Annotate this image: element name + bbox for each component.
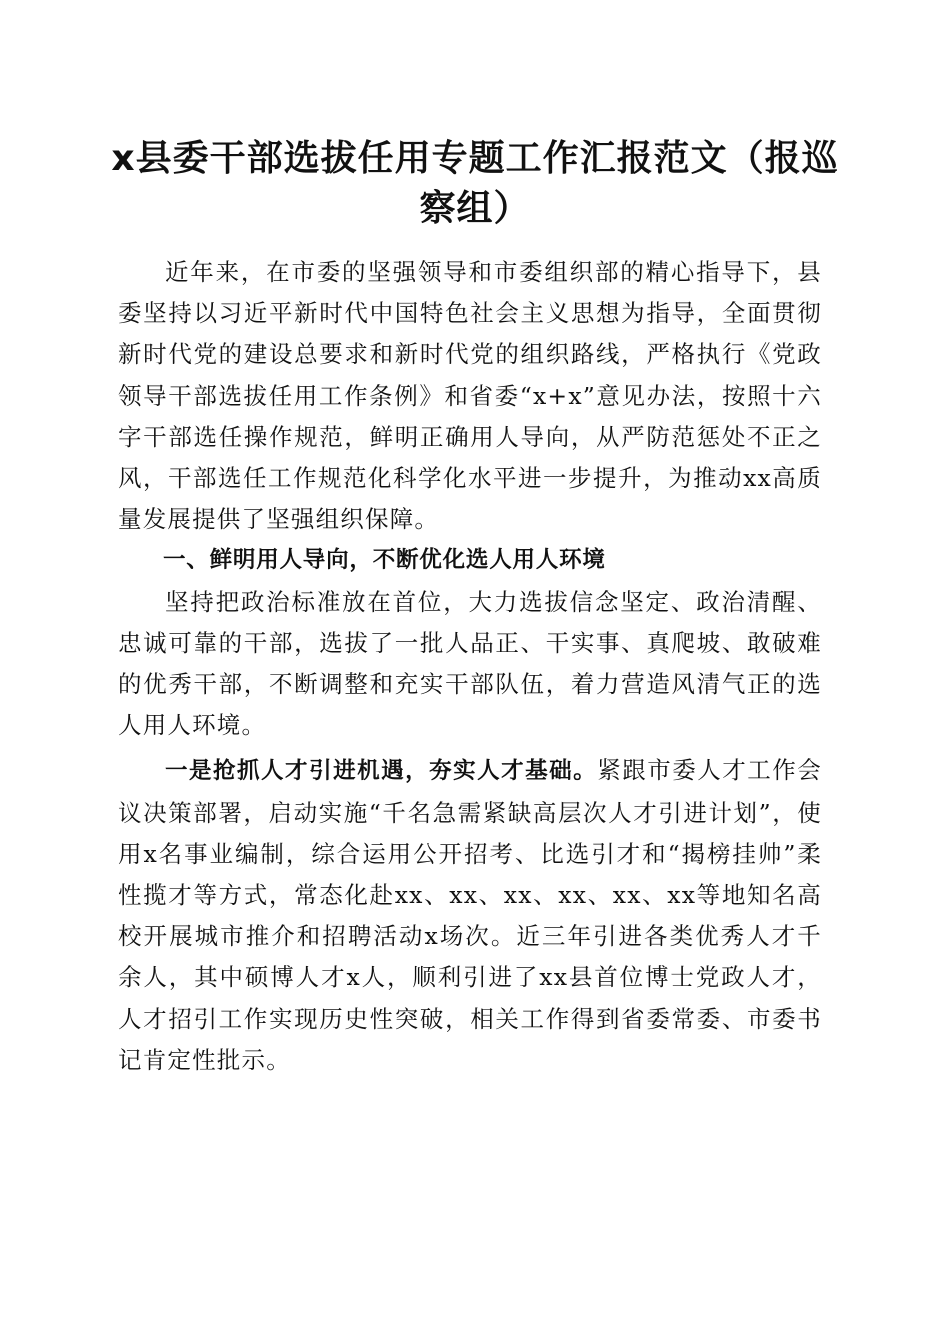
document-title: x县委干部选拔任用专题工作汇报范文（报巡察组）	[111, 138, 839, 229]
document-body	[118, 252, 822, 1081]
intro-paragraph: 近年来，在市委的坚强领导和市委组织部的精心指导下，县委坚持以习近平新时代中国特色社会主义思想为指导，全面贯彻新时代党的建设总要求和新时代党的组织路线，严格执行《党政领导干部选拔任用工作条例》和省委“x+x”意见办法，按照十六字干部选任操作规范，鲜明正确用人导向，从严防范惩处不正之风，干部选任工作规范化科学化水平进一步提升，为推动xx高质量发展提供了坚强组织保障。	[118, 258, 822, 534]
section-paragraph: 坚持把政治标准放在首位，大力选拔信念坚定、政治清醒、忠诚可靠的干部，选拔了一批人品正、干实事、真爬坡、敢破难的优秀干部，不断调整和充实干部队伍，着力营造风清气正的选人用人环境。	[118, 587, 822, 740]
item-paragraph	[118, 750, 822, 1081]
item-text: 紧跟市委人才工作会议决策部署，启动实施“千名急需紧缺高层次人才引进计划”，使用x名事业编制，综合运用公开招考、比选引才和“揭榜挂帅”柔性揽才等方式，常态化赴xx、xx、xx、xx、xx、xx等地知名高校开展城市推介和招聘活动x场次。近三年引进各类优秀人才千余人，其中硕博人才x人，顺利引进了xx县首位博士党政人才，人才招引工作实现历史性突破，相关工作得到省委常委、市委书记肯定性批示。	[118, 756, 822, 1074]
section-heading: 一、鲜明用人导向，不断优化选人用人环境	[163, 547, 606, 574]
item-lead: 一是抢抓人才引进机遇，夯实人才基础。	[165, 758, 598, 785]
